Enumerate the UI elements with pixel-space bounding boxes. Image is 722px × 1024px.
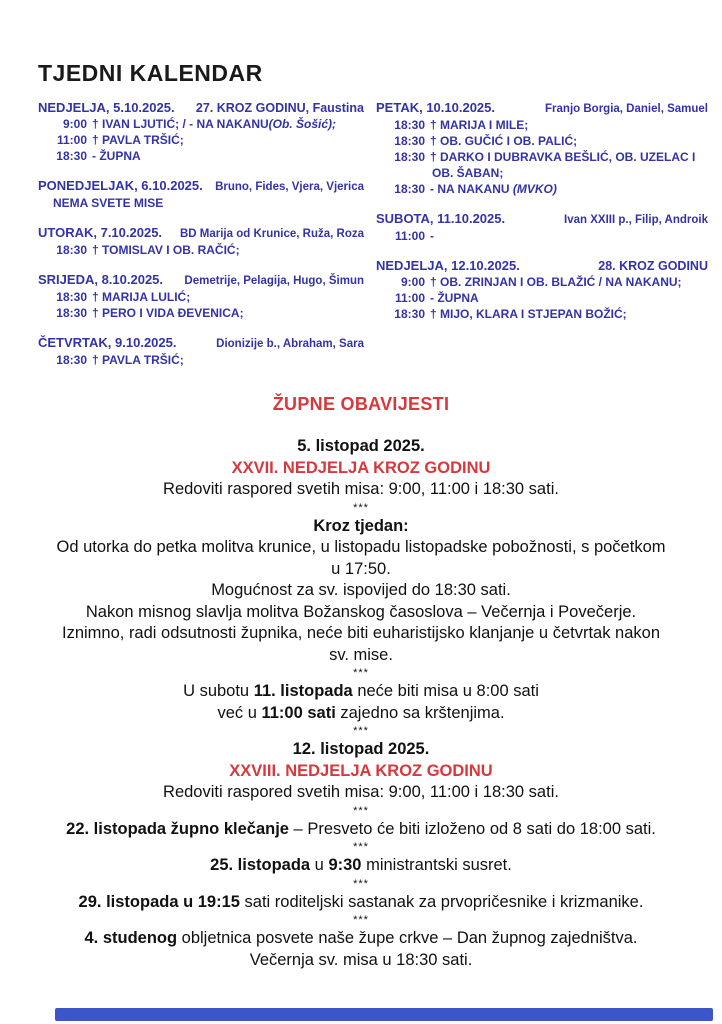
mass-time: 18:30 (394, 307, 425, 321)
announcement-text: *** (353, 877, 369, 890)
announcement-line (10, 623, 712, 645)
calendar-saints: Dionizije b., Abraham, Sara (216, 338, 364, 350)
announcement-line (10, 819, 712, 841)
mass-intention: † MIJO, KLARA I STJEPAN BOŽIĆ; (430, 307, 627, 321)
announcement-text: Redoviti raspored svetih misa: 9:00, 11:00 i 18:30 sati. (163, 783, 559, 801)
calendar-column-left (38, 100, 364, 382)
calendar-saints: Demetrije, Pelagija, Hugo, Šimun (184, 275, 364, 287)
separator-stars (10, 913, 712, 928)
announcement-text: obljetnica posvete naše župe crkve – Dan župnog zajedništva. (177, 929, 638, 947)
mass-line (38, 116, 364, 132)
announcement-text: u 17:50. (331, 559, 391, 578)
announcement-text: 22. listopada župno klečanje (66, 819, 289, 838)
separator-stars (10, 804, 712, 819)
mass-time: 11:00 (394, 229, 425, 243)
announcement-text: 12. listopad 2025. (292, 740, 430, 758)
announcement-text: Redoviti raspored svetih misa: 9:00, 11:00 i 18:30 sati. (163, 480, 559, 498)
mass-intention: † IVAN LJUTIĆ; / - NA NAKANU (92, 117, 269, 131)
announcement-text: Kroz tjedan: (313, 516, 409, 535)
announcement-line (10, 950, 712, 972)
mass-intention: NEMA SVETE MISE (53, 196, 164, 210)
mass-time: 18:30 (56, 306, 87, 320)
calendar-entry (38, 335, 364, 368)
calendar-saints: Ivan XXIII p., Filip, Androik (564, 214, 708, 226)
announcement-text: *** (353, 725, 369, 737)
announcement-text: *** (353, 501, 369, 514)
announcement-line (10, 516, 712, 538)
announcement-text: neće biti misa u 8:00 sati (352, 682, 539, 700)
announcement-text: već u (217, 703, 262, 722)
calendar-day-date: NEDJELJA, 5.10.2025. (38, 100, 175, 115)
mass-intention: - NA NAKANU (430, 182, 513, 196)
mass-time: 18:30 (56, 290, 87, 304)
calendar-saints: Franjo Borgia, Daniel, Samuel (545, 103, 708, 115)
separator-stars (10, 840, 712, 855)
announcement-line (10, 703, 712, 725)
mass-time: 18:30 (56, 243, 87, 257)
mass-intention-note: (Ob. Šošić); (268, 117, 337, 131)
separator-stars (10, 877, 712, 892)
announcements-body (10, 436, 712, 971)
mass-line (38, 352, 364, 368)
announcement-text: sati roditeljski sastanak za prvopričesnike i krizmanike. (239, 892, 644, 911)
document-title: TJEDNI KALENDAR (38, 60, 263, 86)
announcement-line (10, 479, 712, 501)
separator-stars (10, 666, 712, 681)
mass-line (38, 242, 364, 258)
mass-time: 18:30 (56, 353, 87, 367)
announcements-title: ŽUPNE OBAVIJESTI (272, 394, 450, 414)
mass-line (38, 195, 364, 211)
announcement-text: Od utorka do petka molitva krunice, u listopadu listopadske pobožnosti, s početkom (56, 538, 666, 556)
mass-intention: † PERO I VIDA ĐEVENICA; (92, 306, 244, 320)
mass-time: 18:30 (56, 149, 87, 163)
announcement-text: zajedno sa krštenjima. (335, 703, 505, 722)
announcement-line (10, 537, 712, 559)
mass-line (376, 181, 708, 197)
calendar-day-date: NEDJELJA, 12.10.2025. (376, 258, 520, 273)
mass-intention: † OB. GUČIĆ I OB. PALIĆ; (430, 134, 578, 148)
announcement-text: 5. listopad 2025. (297, 437, 425, 455)
announcement-text: sv. mise. (329, 645, 393, 664)
mass-time: 18:30 (394, 134, 425, 148)
calendar-day-date: SRIJEDA, 8.10.2025. (38, 272, 164, 287)
mass-time: 11:00 (56, 133, 87, 147)
mass-intention-note: (MVKO) (512, 182, 557, 196)
mass-line (376, 306, 708, 322)
mass-line (38, 305, 364, 321)
calendar-entry (38, 100, 364, 164)
announcement-line (10, 602, 712, 624)
mass-time: 11:00 (394, 291, 425, 305)
mass-intention: † MARIJA I MILE; (430, 118, 529, 132)
calendar-entry (376, 258, 708, 322)
announcement-text: *** (353, 804, 369, 817)
announcement-line (10, 928, 712, 950)
announcement-text: 9:30 (328, 856, 362, 874)
announcement-line (10, 580, 712, 602)
mass-intention: OB. ŠABAN; (432, 166, 504, 180)
announcement-text: *** (353, 914, 369, 926)
calendar-saints: BD Marija od Krunice, Ruža, Roza (179, 228, 364, 240)
announcement-line (10, 559, 712, 581)
announcement-line (10, 761, 712, 783)
separator-stars (10, 724, 712, 739)
announcement-line (10, 436, 712, 458)
mass-line (38, 289, 364, 305)
mass-line (376, 228, 708, 244)
announcement-text: *** (353, 841, 369, 853)
calendar-feast-label: 28. KROZ GODINU (598, 259, 708, 273)
calendar-entry (38, 272, 364, 321)
announcement-text: XXVII. NEDJELJA KROZ GODINU (231, 458, 491, 477)
announcement-line (10, 739, 712, 761)
mass-line (376, 290, 708, 306)
mass-line (376, 274, 708, 290)
mass-line (38, 132, 364, 148)
announcement-text: – Presveto će biti izloženo od 8 sati do 18:00 sati. (288, 819, 656, 838)
mass-time: 18:30 (394, 182, 425, 196)
calendar-day-date: UTORAK, 7.10.2025. (38, 225, 163, 240)
calendar-entry (38, 178, 364, 211)
announcement-line (10, 892, 712, 914)
announcement-text: 4. studenog (84, 929, 178, 947)
announcement-text: 29. listopada u 19:15 (78, 892, 240, 911)
announcement-text: U subotu (183, 682, 254, 700)
announcement-text: 11. listopada (253, 682, 353, 700)
mass-intention: † PAVLA TRŠIĆ; (92, 353, 184, 367)
mass-intention: † DARKO I DUBRAVKA BEŠLIĆ, OB. UZELAC I (430, 150, 696, 164)
announcement-line (10, 782, 712, 804)
calendar-column-right (376, 100, 708, 336)
announcement-line (10, 645, 712, 667)
announcement-text: *** (353, 667, 369, 679)
calendar-entry (38, 225, 364, 258)
bottom-bar (55, 1008, 713, 1021)
mass-time: 18:30 (394, 118, 425, 132)
announcement-text: 11:00 sati (261, 703, 336, 722)
announcement-text: u (310, 856, 329, 874)
calendar-day-date: PONEDJELJAK, 6.10.2025. (38, 178, 203, 193)
mass-intention: - ŽUPNA (430, 291, 479, 305)
mass-intention: - ŽUPNA (92, 149, 141, 163)
mass-intention: - (430, 229, 434, 243)
mass-line (376, 165, 708, 181)
announcement-text: Iznimno, radi odsutnosti župnika, neće biti euharistijsko klanjanje u četvrtak nakon (62, 624, 660, 642)
announcements-section (0, 394, 722, 971)
mass-intention: † TOMISLAV I OB. RAČIĆ; (92, 243, 240, 257)
mass-intention: † MARIJA LULIĆ; (92, 290, 191, 304)
mass-line (376, 117, 708, 133)
announcement-text: Nakon misnog slavlja molitva Božanskog časoslova – Večernja i Povečerje. (85, 602, 637, 621)
announcement-line (10, 458, 712, 480)
mass-intention: † PAVLA TRŠIĆ; (92, 133, 184, 147)
announcement-text: 25. listopada (210, 856, 311, 874)
calendar-entry (376, 211, 708, 244)
calendar-day-date: PETAK, 10.10.2025. (376, 100, 495, 115)
calendar-day-date: ČETVRTAK, 9.10.2025. (38, 335, 177, 350)
calendar-entry (376, 100, 708, 197)
mass-line (376, 133, 708, 149)
mass-line (38, 148, 364, 164)
announcement-line (10, 681, 712, 703)
mass-time: 18:30 (394, 150, 425, 164)
mass-time: 9:00 (62, 117, 87, 131)
announcement-text: ministrantski susret. (361, 856, 512, 874)
announcement-line (10, 855, 712, 877)
mass-time: 9:00 (400, 275, 425, 289)
mass-intention: † OB. ZRINJAN I OB. BLAŽIĆ / NA NAKANU; (430, 275, 682, 289)
calendar-day-date: SUBOTA, 11.10.2025. (376, 211, 506, 226)
mass-line (376, 149, 708, 165)
announcement-text: Mogućnost za sv. ispovijed do 18:30 sati. (211, 581, 511, 599)
announcement-text: XXVIII. NEDJELJA KROZ GODINU (229, 761, 493, 780)
announcement-text: Večernja sv. misa u 18:30 sati. (249, 950, 473, 969)
calendar-feast-label: 27. KROZ GODINU, Faustina (195, 101, 364, 115)
separator-stars (10, 501, 712, 516)
calendar-saints: Bruno, Fides, Vjera, Vjerica (215, 181, 364, 193)
